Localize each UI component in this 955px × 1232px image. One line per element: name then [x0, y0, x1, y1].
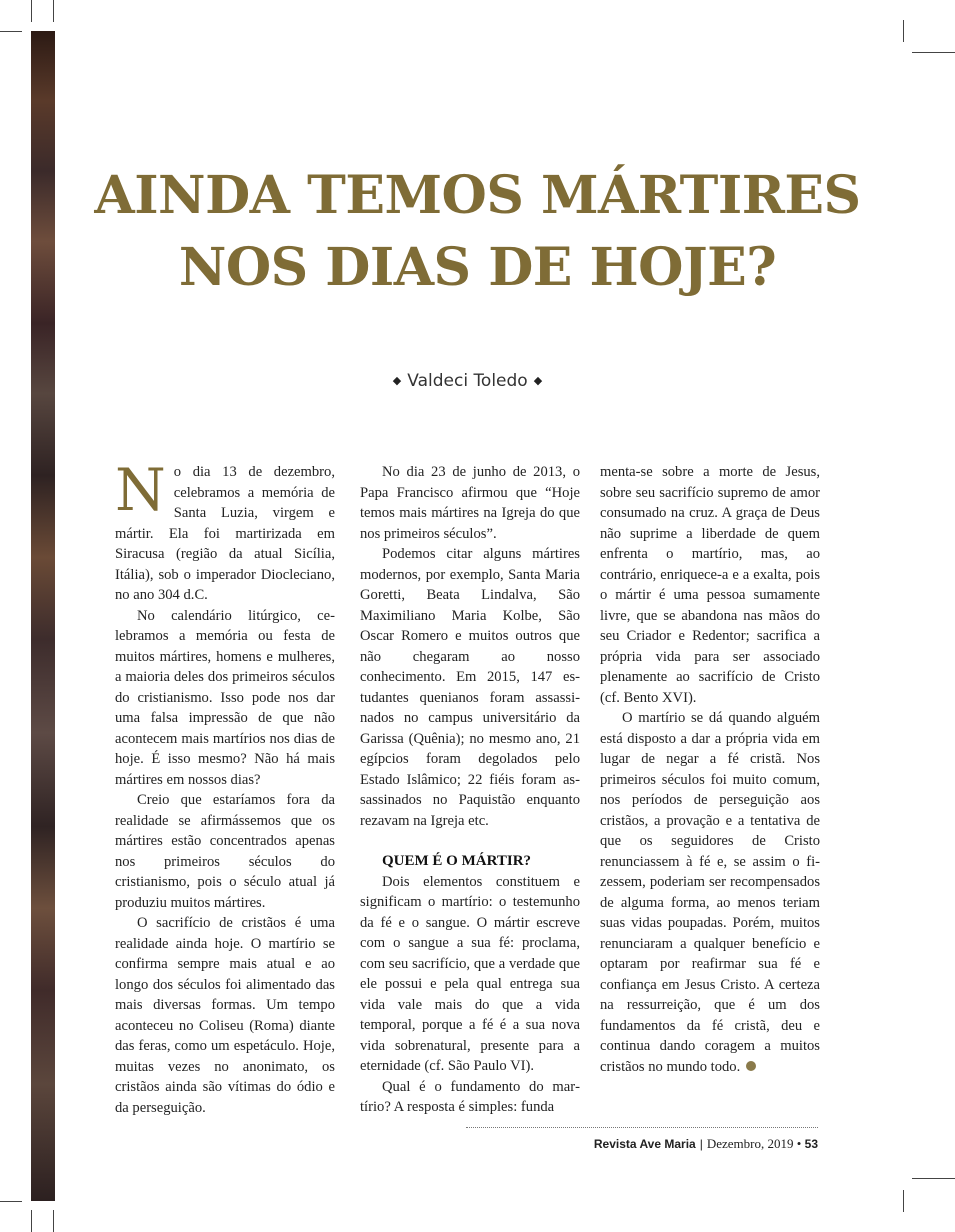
issue-date: Dezembro, 2019 •: [706, 1136, 802, 1151]
crop-mark: [0, 1201, 22, 1202]
crop-mark: [53, 1210, 54, 1232]
article-title: [60, 160, 895, 304]
title-line-2: NOS DIAS DE HOJE?: [178, 237, 777, 298]
page-number: 53: [804, 1137, 818, 1151]
paragraph: No calendário litúrgico, celebramos a memória ou festa de muitos mártires, homens e mulheres, a maioria deles dos primeiros séculos do cristianismo. Isso pode nos dar uma falsa impressão de que não acontecem mais martírios nos dias de hoje. É isso mesmo? Não há mais mártires em nossos dias?: [115, 607, 335, 788]
paragraph: Dois elementos constituem e significam o martírio: o testemunho da fé e o sangue. O mártir escreve com o sangue a sua fé: proclama, com seu sacrifício, que a verdade que ele possui e pela qual entrega sua vida vale mais do que a vida temporal, porque a fé é a sua nova vida sobrenatural, presente para a eternidade (cf. São Paulo VI).: [360, 873, 580, 1074]
paragraph: O martírio se dá quando alguém está disposto a dar a própria vida em lugar de negar a fé cristã. Nos primeiros séculos foi muito comum, nos períodos de perseguição aos cristãos, a provação e a tentativa de que os seguidores de Cristo renunciassem à fé e, se assim o fizessem, poderiam ser recompensados de alguma forma, ao menos teriam suas vidas poupadas. Porém, muitos renunciaram a qualquer benefício e optaram por reafirmar sua fé e confiança em Jesus Cristo. A certeza na ressurreição, que é um dos fundamentos da fé cristã, deu e continua dando coragem a muitos cristãos no mundo todo.: [600, 710, 820, 1075]
paragraph: O sacrifício de cristãos é uma realidade ainda hoje. O martírio se confirma sempre mais atual e ao longo dos séculos foi alimentado das mais diversas formas. Um tempo aconteceu no Coliseu (Roma) diante das feras, como um espetáculo. Hoje, muitas vezes no anonimato, os cristãos ainda são vítimas do ódio e da perseguição.: [115, 915, 335, 1116]
byline: [0, 371, 935, 391]
crop-mark: [903, 1190, 904, 1212]
paragraph: Qual é o fundamento do martírio? A resposta é simples: funda: [360, 1078, 580, 1115]
page-footer: [594, 1136, 818, 1152]
paragraph: No dia 13 de dezembro, celebramos a memória de Santa Luzia, virgem e mártir. Ela foi martirizada em Siracusa (região da atual Sicília, Itália), sob o imperador Diocleciano, no ano 304 d.C.: [115, 456, 335, 603]
paragraph: menta-se sobre a morte de Jesus, sobre seu sacrifício supremo de amor consumado na cruz. A graça de Deus não suprime a liberdade de quem enfrenta o martírio, mas, ao contrário, enriquece-a e a exalta, pois o mártir é uma pessoa sumamente livre, que se abandona nas mãos do seu Criador e Redentor; sacrifica a própria vida para ser associado plenamente ao sacrifício de Cristo (cf. Bento XVI).: [600, 464, 820, 706]
paragraph: No dia 23 de junho de 2013, o Papa Francisco afirmou que “Hoje temos mais mártires na Igreja do que nos primeiros séculos”.: [360, 464, 580, 542]
end-mark-icon: [746, 1061, 756, 1071]
magazine-name: Revista Ave Maria: [593, 1137, 696, 1151]
footer-divider: [466, 1127, 818, 1128]
author-name: Valdeci Toledo: [407, 371, 528, 391]
diamond-icon: ◆: [392, 374, 402, 387]
paragraph: Podemos citar alguns mártires modernos, por exemplo, Santa Maria Goretti, Beata Lindalva, São Maximiliano Maria Kolbe, São Oscar Romero e muitos outros que não chegaram ao nosso conhecimento. Em 2015, 147 estudantes quenianos foram assassinados no campus universitário da Garissa (Quênia); no mesmo ano, 21 egípcios foram degolados pelo Estado Islâmico; 22 fiéis foram assassinados no Paquistão enquanto rezavam na Igreja etc.: [360, 546, 580, 829]
drop-cap: N: [115, 456, 166, 524]
crop-mark: [31, 0, 32, 22]
decorative-photo-strip: [31, 31, 55, 1201]
diamond-icon: ◆: [533, 374, 543, 387]
crop-mark: [912, 1178, 955, 1179]
section-subheading: QUEM É O MÁRTIR?: [382, 853, 532, 869]
footer-separator: |: [699, 1137, 703, 1151]
title-line-1: AINDA TEMOS MÁRTIRES: [94, 165, 861, 226]
crop-mark: [31, 1210, 32, 1232]
article-column-1: [115, 456, 335, 1118]
paragraph: Creio que estaríamos fora da realidade se afirmássemos que os mártires estão concentrados apenas nos primeiros séculos do cristianismo, pois o século atual já produziu muitos mártires.: [115, 792, 335, 911]
crop-mark: [903, 20, 904, 42]
crop-mark: [912, 52, 955, 53]
article-column-2: [360, 462, 580, 1118]
crop-mark: [53, 0, 54, 22]
article-column-3: [600, 462, 820, 1077]
crop-mark: [0, 31, 22, 32]
